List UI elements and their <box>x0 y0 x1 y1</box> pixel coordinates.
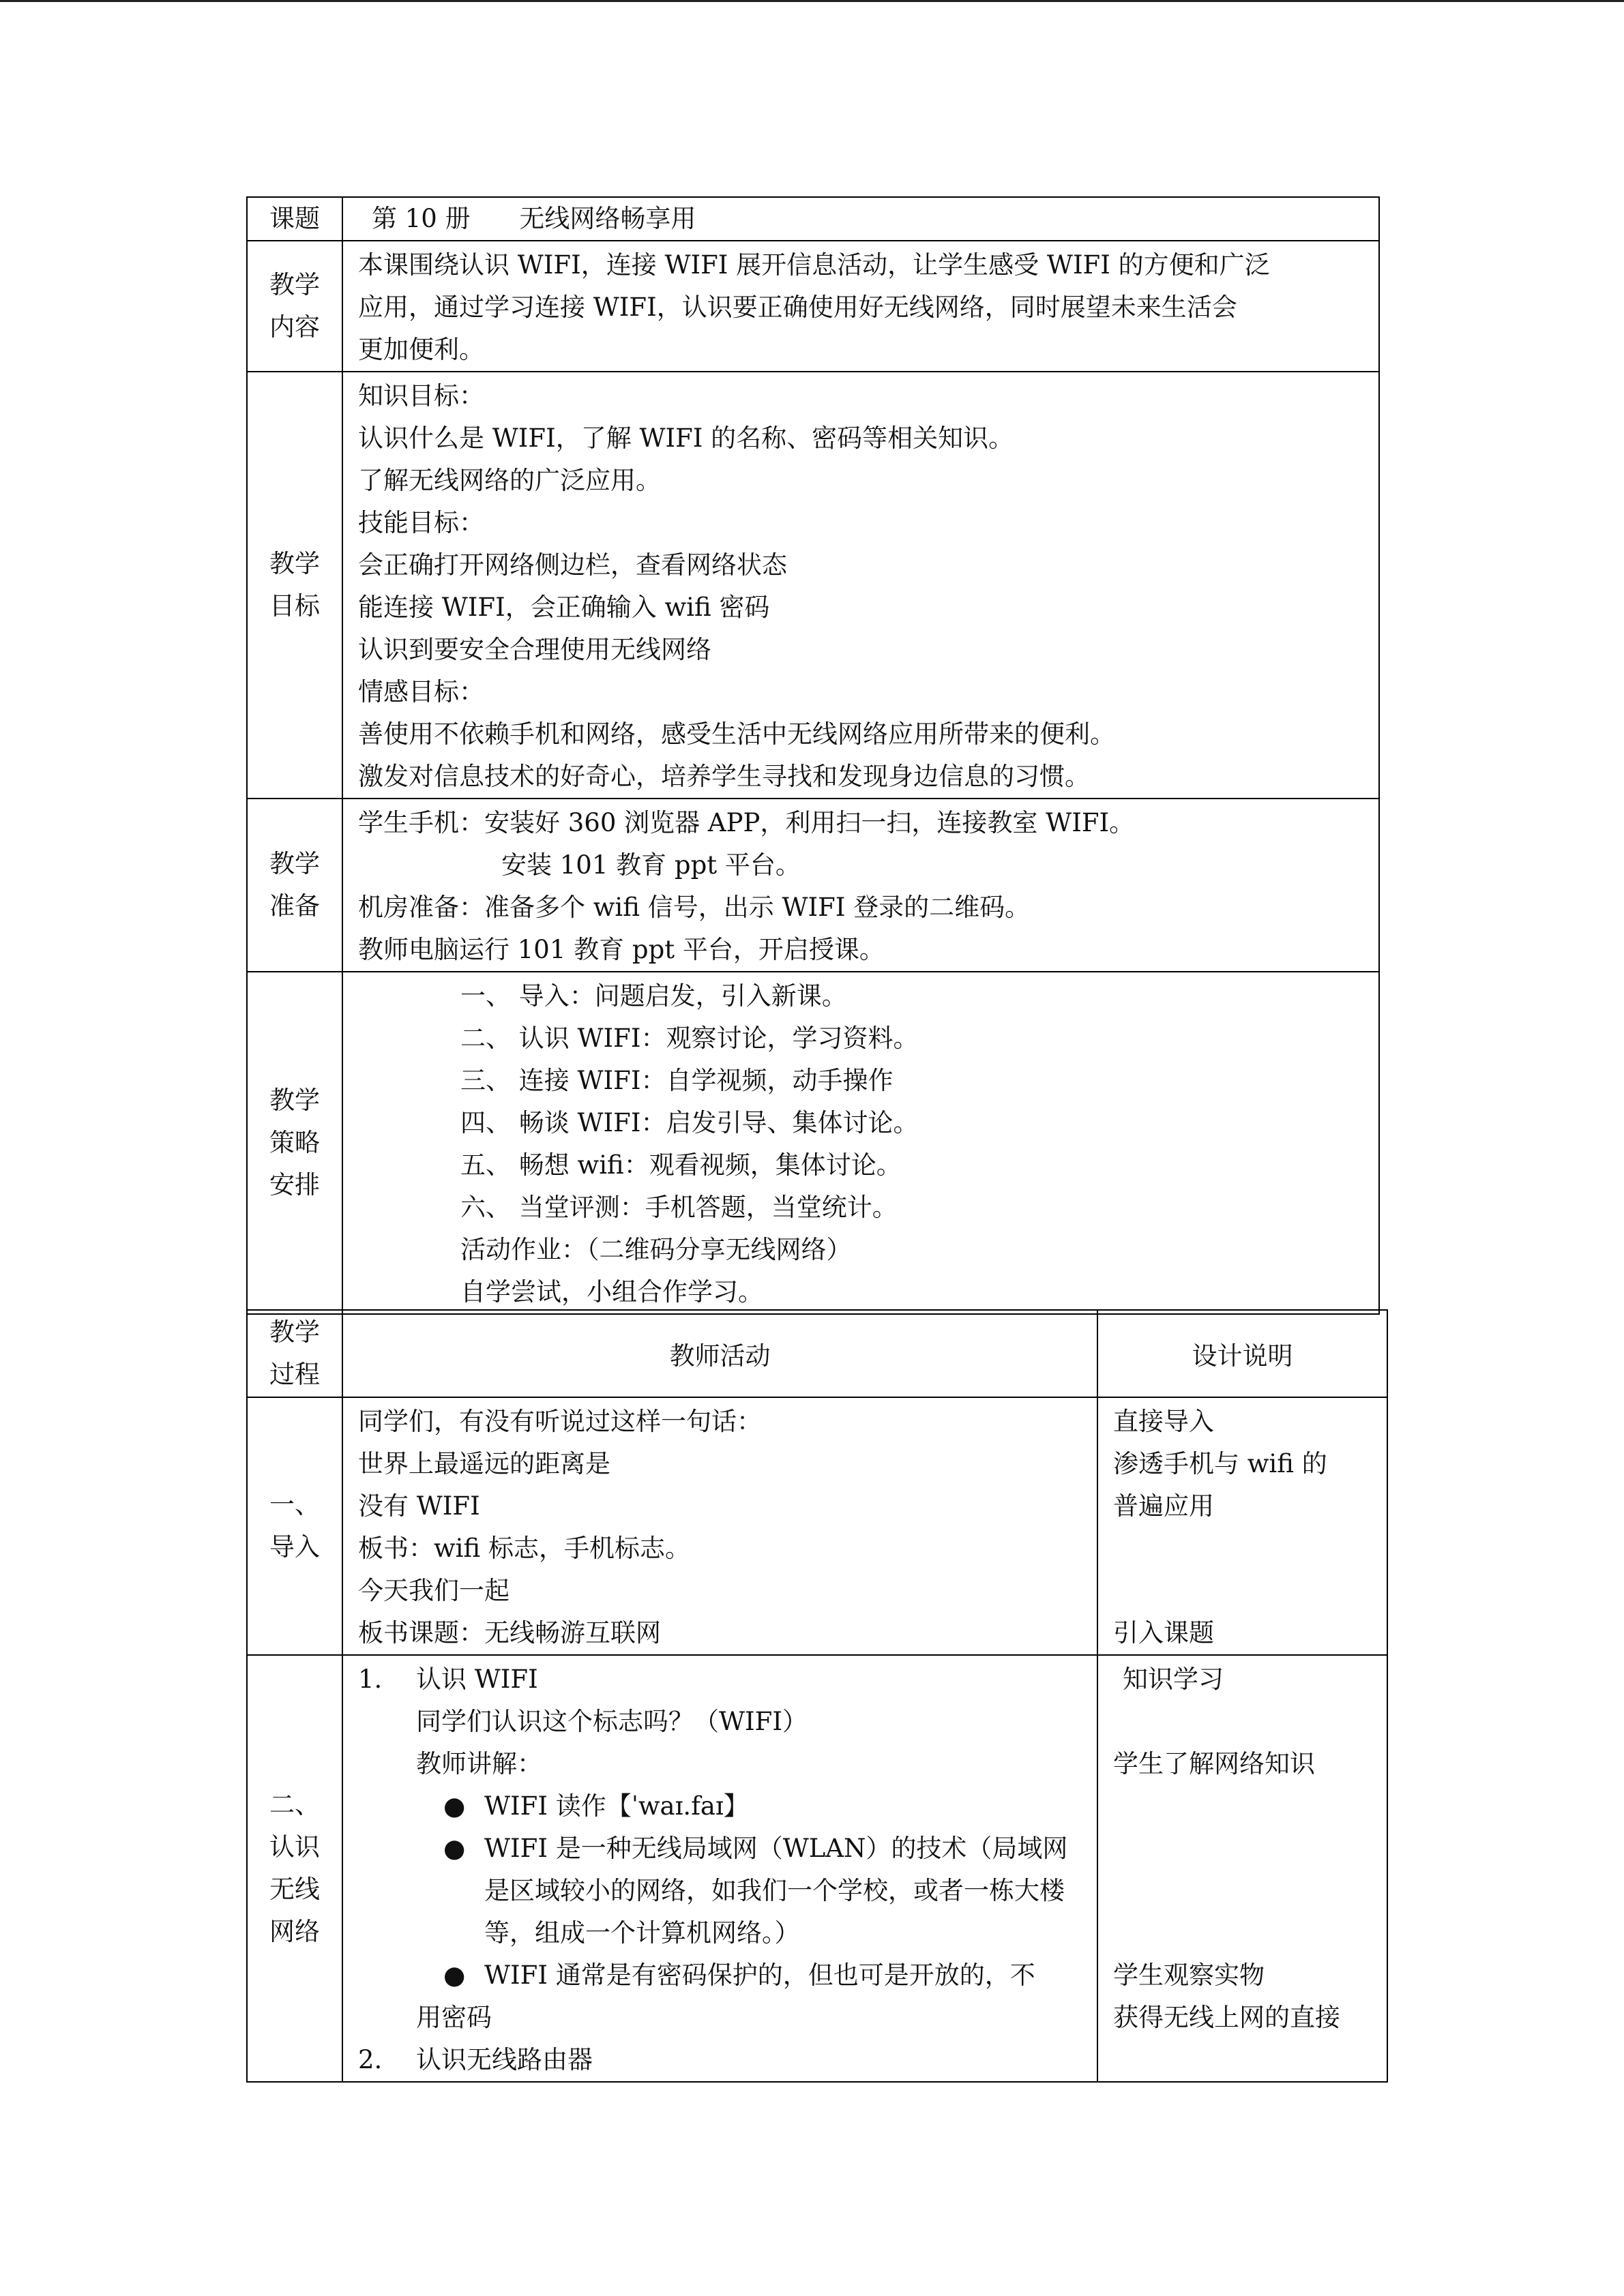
bullet-item <box>358 1828 1084 1954</box>
strategy-line: 自学尝试，小组合作学习。 <box>460 1277 763 1307</box>
goals-line: 知识目标： <box>358 381 484 411</box>
strategy-line: 一、 导入：问题启发，引入新课。 <box>460 981 847 1011</box>
bullet-text: WIFI 读作【ˈwaɪ.faɪ】 <box>484 1791 749 1821</box>
strategy-line: 五、 畅想 wifi：观看视频，集体讨论。 <box>460 1150 902 1180</box>
intro-design-line: 普遍应用 <box>1113 1491 1214 1521</box>
bullet-icon: ● <box>443 1960 466 1990</box>
item-number: 2. <box>358 2045 383 2074</box>
intro-design-line: 直接导入 <box>1113 1407 1214 1436</box>
intro-design-line: 渗透手机与 wifi 的 <box>1113 1449 1327 1478</box>
strategy-line: 活动作业：（二维码分享无线网络） <box>460 1235 852 1264</box>
goals-cell <box>342 372 1379 799</box>
strategy-line: 三、 连接 WIFI：自学视频，动手操作 <box>460 1066 894 1095</box>
item-title: 认识无线路由器 <box>416 2045 593 2074</box>
goals-line: 激发对信息技术的好奇心，培养学生寻找和发现身边信息的习惯。 <box>358 762 1090 791</box>
intro-line: 今天我们一起 <box>358 1576 510 1605</box>
learn-label <box>247 1655 342 2082</box>
goals-line: 能连接 WIFI，会正确输入 wifi 密码 <box>358 593 770 622</box>
goals-label <box>247 372 342 799</box>
bullet-text: WIFI 是一种无线局域网（WLAN）的技术（局域网是区域较小的网络，如我们一个学校，或者一栋大楼等，组成一个计算机网络。） <box>484 1834 1068 1948</box>
learn-design-line: 知识学习 <box>1123 1665 1224 1694</box>
learn-explain: 教师讲解： <box>416 1749 542 1778</box>
prep-line: 教师电脑运行 101 教育 ppt 平台，开启授课。 <box>358 935 885 964</box>
bullet-icon: ● <box>443 1791 466 1821</box>
strategy-line: 六、 当堂评测：手机答题，当堂统计。 <box>460 1193 898 1222</box>
content-line: 更加便利。 <box>358 335 484 364</box>
goals-row <box>247 372 1379 799</box>
bullet-continuation: 用密码 <box>416 2003 492 2032</box>
process-table <box>246 1309 1388 2083</box>
design-notes-header: 设计说明 <box>1097 1310 1387 1397</box>
intro-line: 没有 WIFI <box>358 1491 480 1521</box>
spacer <box>1113 1527 1387 1570</box>
teacher-activity-header: 教师活动 <box>342 1310 1097 1397</box>
spacer <box>1113 1828 1387 1870</box>
goals-line: 情感目标： <box>358 677 484 706</box>
learn-design-line: 学生了解网络知识 <box>1113 1749 1315 1778</box>
learn-item-1 <box>358 1658 1084 1701</box>
lesson-info-table <box>246 196 1380 1315</box>
strategy-line: 二、 认识 WIFI：观察讨论，学习资料。 <box>460 1024 919 1053</box>
learn-teacher-cell <box>342 1655 1097 2082</box>
topic-row <box>247 197 1379 241</box>
prep-row <box>247 799 1379 972</box>
learn-design-line: 学生观察实物 <box>1113 1960 1265 1990</box>
strategy-label <box>247 972 342 1314</box>
learn-design-line: 获得无线上网的直接 <box>1113 2003 1340 2032</box>
strategy-row <box>247 972 1379 1314</box>
spacer <box>1113 1912 1387 1954</box>
prep-line: 安装 101 教育 ppt 平台。 <box>501 850 801 880</box>
topic-label: 课题 <box>247 197 342 241</box>
bullet-item <box>358 1954 1084 1997</box>
goals-line: 会正确打开网络侧边栏，查看网络状态 <box>358 550 787 580</box>
intro-line: 同学们，有没有听说过这样一句话： <box>358 1407 762 1436</box>
bullet-item <box>358 1785 1084 1828</box>
bullet-icon: ● <box>443 1834 466 1863</box>
item-number: 1. <box>358 1665 383 1694</box>
prep-line: 学生手机：安装好 360 浏览器 APP，利用扫一扫，连接教室 WIFI。 <box>358 808 1135 837</box>
prep-label <box>247 799 342 972</box>
intro-line: 世界上最遥远的距离是 <box>358 1449 610 1478</box>
spacer <box>1113 1701 1387 1743</box>
intro-label <box>247 1397 342 1655</box>
content-row <box>247 241 1379 372</box>
prep-line: 机房准备：准备多个 wifi 信号，出示 WIFI 登录的二维码。 <box>358 893 1031 922</box>
strategy-cell <box>342 972 1379 1314</box>
prep-label-text: 教学 准备 <box>269 849 320 921</box>
content-cell <box>342 241 1379 372</box>
content-label-text: 教学 内容 <box>269 270 320 342</box>
prep-cell <box>342 799 1379 972</box>
strategy-label-text: 教学 策略 安排 <box>269 1086 320 1199</box>
goals-line: 认识什么是 WIFI，了解 WIFI 的名称、密码等相关知识。 <box>358 423 1014 453</box>
intro-line: 板书：wifi 标志，手机标志。 <box>358 1534 690 1563</box>
topic-title: 无线网络畅享用 <box>519 204 696 233</box>
intro-design-line: 引入课题 <box>1113 1618 1214 1648</box>
spacer <box>1113 1570 1387 1612</box>
learn-row <box>247 1655 1387 2082</box>
intro-design-cell <box>1097 1397 1387 1655</box>
intro-teacher-cell <box>342 1397 1097 1655</box>
learn-question: 同学们认识这个标志吗？（WIFI） <box>416 1707 808 1736</box>
learn-design-cell <box>1097 1655 1387 2082</box>
strategy-line: 四、 畅谈 WIFI：启发引导、集体讨论。 <box>460 1108 919 1137</box>
spacer <box>1113 1870 1387 1912</box>
goals-line: 认识到要安全合理使用无线网络 <box>358 635 711 664</box>
spacer <box>1113 1785 1387 1828</box>
goals-line: 技能目标： <box>358 508 484 537</box>
content-label <box>247 241 342 372</box>
learn-item-2 <box>358 2039 1084 2081</box>
topic-cell <box>342 197 1379 241</box>
process-label <box>247 1310 342 1397</box>
content-line: 本课围绕认识 WIFI，连接 WIFI 展开信息活动，让学生感受 WIFI 的方便和广泛 <box>358 250 1270 280</box>
content-line: 应用，通过学习连接 WIFI，认识要正确使用好无线网络，同时展望未来生活会 <box>358 293 1237 322</box>
intro-line: 板书课题：无线畅游互联网 <box>358 1618 661 1648</box>
process-label-text: 教学 过程 <box>269 1317 320 1389</box>
goals-line: 了解无线网络的广泛应用。 <box>358 466 661 495</box>
intro-label-text: 一、 导入 <box>269 1490 320 1562</box>
topic-volume: 第 10 册 <box>372 204 471 233</box>
intro-row <box>247 1397 1387 1655</box>
bullet-text: WIFI 通常是有密码保护的，但也可是开放的，不 <box>484 1960 1035 1990</box>
item-title: 认识 WIFI <box>416 1665 538 1694</box>
goals-line: 善使用不依赖手机和网络，感受生活中无线网络应用所带来的便利。 <box>358 719 1115 749</box>
process-header-row <box>247 1310 1387 1397</box>
learn-label-text: 二、 认识 无线 网络 <box>269 1790 320 1946</box>
goals-label-text: 教学 目标 <box>269 549 320 621</box>
